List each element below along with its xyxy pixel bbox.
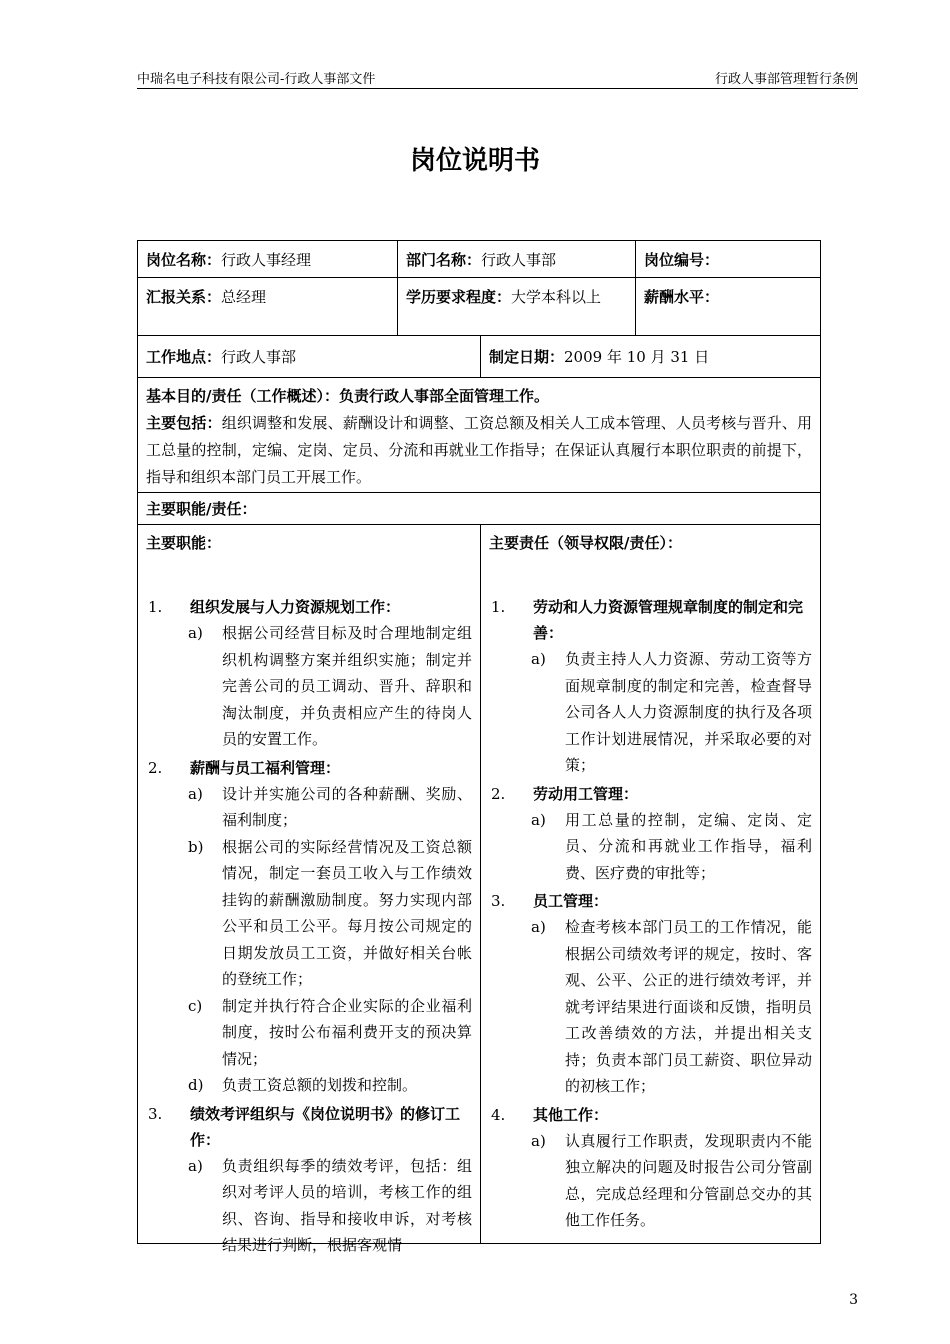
- duties-row-label: 主要职能/责任：: [146, 500, 257, 518]
- section-number: 2.: [491, 784, 506, 803]
- section-title: 绩效考评组织与《岗位说明书》的修订工作：: [190, 1104, 461, 1149]
- section-title: 劳动用工管理：: [533, 784, 639, 803]
- department-label: 部门名称：: [406, 251, 482, 269]
- section-title: 组织发展与人力资源规划工作：: [190, 598, 401, 616]
- section-number: 3.: [491, 892, 506, 910]
- summary-purpose: [146, 383, 812, 410]
- section-title: 其他工作：: [533, 1105, 609, 1124]
- section-title: 劳动和人力资源管理规章制度的制定和完善：: [533, 598, 804, 642]
- cell-duties-label: [138, 493, 820, 524]
- item-letter: a): [531, 650, 546, 668]
- section-heading: [489, 888, 812, 914]
- education-value: 大学本科以上: [511, 288, 602, 306]
- section-heading: [489, 781, 812, 807]
- cell-location: [138, 336, 480, 377]
- section-title: 薪酬与员工福利管理：: [190, 758, 341, 777]
- functions-list: [146, 594, 472, 1259]
- row-report: [138, 278, 820, 336]
- item-text: 负责主持人人力资源、劳动工资等方面规章制度的制定和完善，检查督导公司各人人力资源制度的执行及各项工作计划进展情况，并采取必要的对策；: [565, 650, 812, 774]
- section-heading: [489, 594, 812, 646]
- item-letter: a): [188, 624, 203, 642]
- list-item: [489, 807, 812, 887]
- section-number: 4.: [491, 1105, 506, 1124]
- row-location: [138, 336, 820, 378]
- item-letter: b): [188, 837, 204, 856]
- item-letter: a): [531, 918, 546, 936]
- item-letter: a): [188, 784, 203, 803]
- list-item: [489, 914, 812, 1100]
- purpose-value: 负责行政人事部全面管理工作。: [338, 387, 549, 405]
- item-text: 负责工资总额的划拨和控制。: [222, 1076, 418, 1094]
- item-letter: d): [188, 1076, 204, 1094]
- item-text: 检查考核本部门员工的工作情况，能根据公司绩效考评的规定，按时、客观、公平、公正的进行绩效考评，并就考评结果进行面谈和反馈，指明员工改善绩效的方法，并提出相关支持；负责本部门员工薪资、职位异动的初核工作；: [565, 918, 812, 1095]
- item-text: 设计并实施公司的各种薪酬、奖励、福利制度；: [222, 784, 472, 829]
- responsibilities-heading: 主要责任（领导权限/责任）：: [489, 534, 682, 552]
- job-description-table: [137, 240, 821, 1254]
- row-summary: [138, 378, 820, 493]
- position-value: 行政人事经理: [221, 251, 312, 269]
- salary-label: 薪酬水平：: [644, 288, 720, 306]
- location-label: 工作地点：: [146, 348, 222, 366]
- page-title: 岗位说明书: [409, 146, 540, 176]
- cell-date: [480, 336, 820, 377]
- row-duties-label: [138, 493, 820, 525]
- cell-position-name: [138, 241, 397, 277]
- summary-includes: [146, 410, 812, 491]
- item-text: 根据公司的实际经营情况及工资总额情况，制定一套员工收入与工作绩效挂钩的薪酬激励制度。努力实现内部公平和员工公平。每月按公司规定的日期发放员工工资，并做好相关台帐的登统工作；: [222, 837, 472, 988]
- row-position: [138, 241, 820, 278]
- includes-label: 主要包括：: [146, 414, 222, 432]
- item-letter: a): [531, 810, 546, 829]
- item-letter: a): [531, 1131, 546, 1150]
- list-item: [146, 993, 472, 1073]
- list-item: [489, 646, 812, 779]
- cell-position-code: [635, 241, 820, 277]
- list-item: [146, 1153, 472, 1259]
- date-label: 制定日期：: [489, 348, 565, 366]
- list-item: [146, 620, 472, 753]
- section-number: 2.: [148, 758, 163, 777]
- list-item: [146, 781, 472, 834]
- header-rule: [137, 88, 858, 89]
- page-number: 3: [849, 1292, 858, 1308]
- includes-value: 组织调整和发展、薪酬设计和调整、工资总额及相关人工成本管理、人员考核与晋升、用工总量的控制，定编、定岗、定员、分流和再就业工作指导；在保证认真履行本职位职责的前提下，指导和组织本部门员工开展工作。: [146, 414, 812, 486]
- section-heading: [489, 1102, 812, 1128]
- cell-salary: [635, 278, 820, 335]
- education-label: 学历要求程度：: [406, 288, 512, 306]
- date-value: 2009 年 10 月 31 日: [564, 348, 710, 366]
- responsibilities-column: [480, 525, 820, 1243]
- responsibilities-list: [489, 594, 812, 1234]
- item-text: 负责组织每季的绩效考评，包括：组织对考评人员的培训，考核工作的组织、咨询、指导和接收申诉，对考核结果进行判断，根据客观情: [222, 1156, 472, 1254]
- functions-heading: 主要职能：: [146, 534, 222, 552]
- section-number: 1.: [491, 598, 506, 616]
- location-value: 行政人事部: [221, 348, 297, 366]
- cell-report: [138, 278, 397, 335]
- cell-education: [397, 278, 635, 335]
- report-label: 汇报关系：: [146, 288, 222, 306]
- item-text: 制定并执行符合企业实际的企业福利制度，按时公布福利费开支的预决算情况；: [222, 996, 472, 1068]
- header-doc-title: 行政人事部管理暂行条例: [714, 72, 858, 87]
- purpose-label: 基本目的/责任（工作概述）：: [146, 387, 339, 405]
- list-item: [146, 1072, 472, 1099]
- section-number: 3.: [148, 1104, 163, 1123]
- item-text: 认真履行工作职责，发现职责内不能独立解决的问题及时报告公司分管副总，完成总经理和分管副总交办的其他工作任务。: [565, 1131, 812, 1229]
- section-heading: [146, 594, 472, 620]
- item-text: 用工总量的控制，定编、定岗、定员、分流和再就业工作指导，福利费、医疗费的审批等；: [565, 810, 812, 882]
- cell-department: [397, 241, 635, 277]
- section-heading: [146, 755, 472, 781]
- report-value: 总经理: [221, 288, 267, 306]
- position-label: 岗位名称：: [146, 251, 222, 269]
- department-value: 行政人事部: [481, 251, 557, 269]
- item-letter: c): [188, 996, 203, 1015]
- item-text: 根据公司经营目标及时合理地制定组织机构调整方案并组织实施；制定并完善公司的员工调动、晋升、辞职和淘汰制度，并负责相应产生的待岗人员的安置工作。: [222, 624, 472, 748]
- section-heading: [146, 1101, 472, 1153]
- row-duties: [138, 525, 820, 1254]
- item-letter: a): [188, 1156, 203, 1175]
- list-item: [146, 834, 472, 993]
- header-company: 中瑞名电子科技有限公司-行政人事部文件: [137, 72, 376, 87]
- list-item: [489, 1128, 812, 1234]
- section-number: 1.: [148, 598, 163, 616]
- position-code-label: 岗位编号：: [644, 251, 720, 269]
- functions-column: [138, 525, 480, 1254]
- section-title: 员工管理：: [533, 892, 609, 910]
